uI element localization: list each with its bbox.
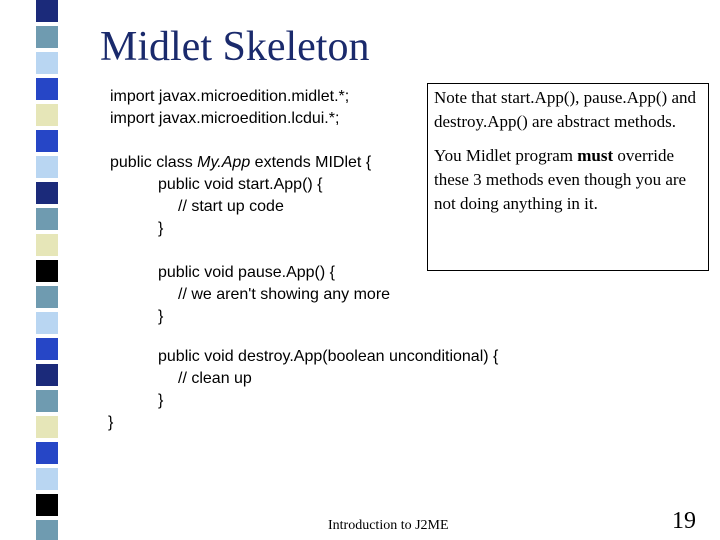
code-pause-app-signature: public void pause.App() { xyxy=(158,264,335,281)
stripe-block xyxy=(36,416,58,438)
stripe-block xyxy=(36,104,58,126)
class-decl-suffix: extends MIDlet { xyxy=(250,154,372,171)
stripe-block xyxy=(36,312,58,334)
code-import-lcdui: import javax.microedition.lcdui.*; xyxy=(110,110,340,127)
stripe-block xyxy=(36,494,58,516)
note-box xyxy=(427,83,709,271)
stripe-block xyxy=(36,0,58,22)
class-decl-prefix: public class xyxy=(110,154,198,171)
stripe-block xyxy=(36,78,58,100)
stripe-block xyxy=(36,468,58,490)
slide-title: Midlet Skeleton xyxy=(100,24,370,70)
stripe-block xyxy=(36,208,58,230)
stripe-block xyxy=(36,26,58,48)
stripe-block xyxy=(36,156,58,178)
note-paragraph-2 xyxy=(434,144,702,216)
stripe-block xyxy=(36,520,58,540)
code-pause-app-close: } xyxy=(158,308,164,325)
code-destroy-app-comment: // clean up xyxy=(178,370,252,387)
stripe-block xyxy=(36,364,58,386)
code-import-midlet: import javax.microedition.midlet.*; xyxy=(110,88,350,105)
stripe-block xyxy=(36,260,58,282)
code-class-declaration xyxy=(110,152,371,174)
stripe-block xyxy=(36,52,58,74)
stripe-block xyxy=(36,182,58,204)
stripe-block xyxy=(36,390,58,412)
footer-text: Introduction to J2ME xyxy=(328,518,449,533)
code-destroy-app-close: } xyxy=(158,392,164,409)
class-name: My.App xyxy=(197,154,251,171)
code-pause-app-comment: // we aren't showing any more xyxy=(178,286,391,303)
page-number: 19 xyxy=(672,508,696,534)
note-text-post: override these 3 methods even though you are not doing anything in it. xyxy=(434,146,687,213)
note-paragraph-1: Note that start.App(), pause.App() and destroy.App() are abstract methods. xyxy=(434,88,697,131)
decorative-stripe xyxy=(0,0,60,540)
code-destroy-app-signature: public void destroy.App(boolean unconditional) { xyxy=(158,348,499,365)
code-start-app-signature: public void start.App() { xyxy=(158,176,323,193)
code-class-close: } xyxy=(108,414,114,431)
stripe-block xyxy=(36,234,58,256)
stripe-block xyxy=(36,338,58,360)
stripe-block xyxy=(36,130,58,152)
stripe-block xyxy=(36,442,58,464)
code-start-app-close: } xyxy=(158,220,164,237)
stripe-block xyxy=(36,286,58,308)
code-start-app-comment: // start up code xyxy=(178,198,284,215)
note-emphasis: must xyxy=(577,146,614,165)
note-text-pre: You Midlet program xyxy=(434,146,578,165)
